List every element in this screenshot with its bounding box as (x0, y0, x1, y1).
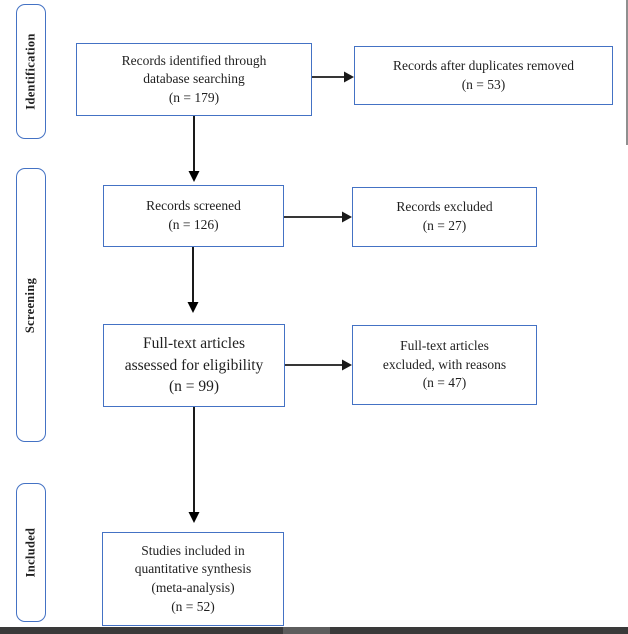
flow-box-line: Full-text articles (142, 334, 245, 352)
stage-tab-screening (16, 168, 46, 442)
flow-box-records-identified (76, 43, 312, 116)
flow-box-line: Records screened (146, 198, 241, 214)
stage-tab-included (16, 483, 46, 622)
arrow-screened-to-excluded (284, 212, 352, 223)
flow-box-line: (n = 179) (168, 89, 220, 105)
flow-box-line: (n = 53) (461, 76, 506, 92)
arrow-assessed-to-excluded (285, 360, 352, 371)
arrow-assessed-to-included (189, 407, 200, 523)
flow-box-fulltext-assessed (103, 324, 285, 407)
flow-box-fulltext-excluded (352, 325, 537, 405)
flow-box-duplicates-removed (354, 46, 613, 105)
stage-label-included: Included (23, 527, 38, 578)
arrow-screened-to-assessed (188, 247, 199, 313)
arrow-identified-to-duplicates (312, 72, 354, 83)
flow-box-line: Records excluded (396, 199, 493, 215)
flow-box-line: (n = 27) (422, 218, 467, 233)
stage-tab-identification (16, 4, 46, 139)
flow-box-line: Records identified through (121, 52, 267, 68)
flow-box-line: assessed for eligibility (124, 356, 264, 374)
stage-label-identification: Identification (23, 33, 38, 110)
flow-box-line: (n = 126) (168, 217, 219, 232)
stage-label-screening: Screening (23, 277, 38, 333)
flow-box-line: Records after duplicates removed (392, 57, 575, 73)
flow-box-records-excluded (352, 187, 537, 247)
flow-box-line: Studies included in (141, 542, 245, 558)
flow-box-line: quantitative synthesis (134, 561, 252, 577)
flow-box-studies-included (102, 532, 284, 626)
flow-box-line: (n = 99) (168, 378, 220, 396)
flow-box-line: excluded, with reasons (382, 356, 507, 372)
flow-box-records-screened (103, 185, 284, 247)
horizontal-scrollbar-thumb[interactable] (283, 627, 330, 634)
flow-box-line: (meta-analysis) (151, 580, 235, 595)
flow-box-line: (n = 47) (422, 375, 467, 391)
flow-box-line: database searching (143, 71, 245, 87)
flow-box-line: Full-text articles (400, 338, 489, 354)
horizontal-scrollbar-track[interactable] (0, 627, 628, 634)
arrow-identified-to-screened (189, 116, 200, 182)
flow-box-line: (n = 52) (171, 598, 215, 614)
